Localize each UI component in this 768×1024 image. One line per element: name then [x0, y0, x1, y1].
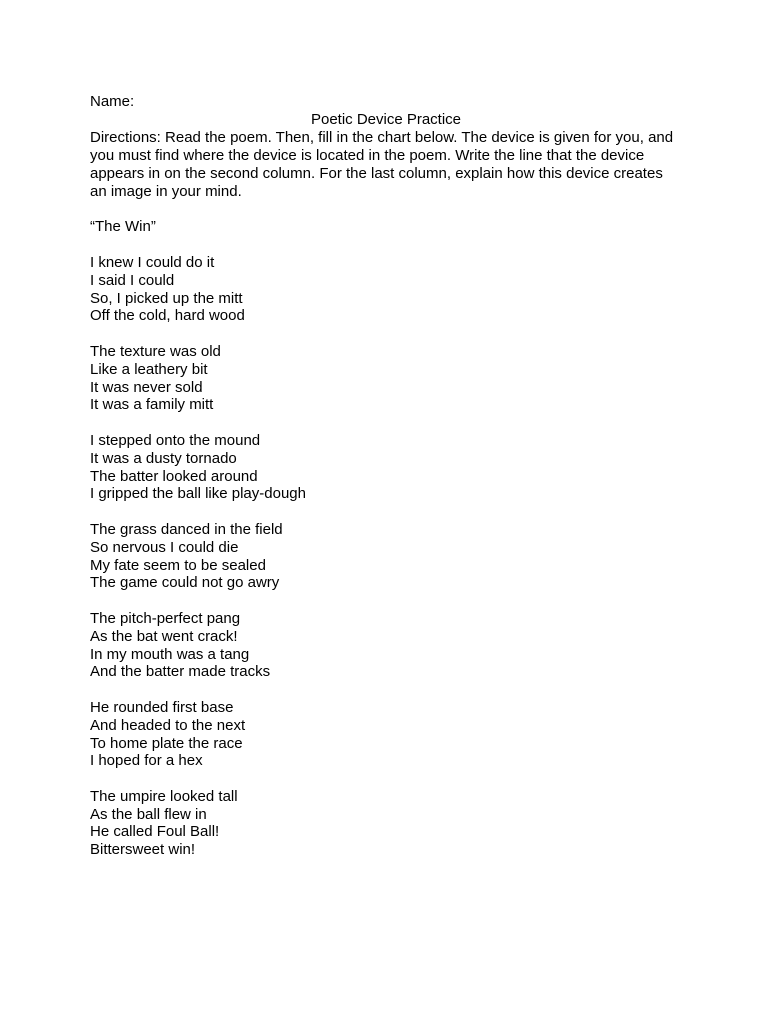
spacer [90, 201, 682, 219]
poem-stanza [90, 254, 682, 325]
worksheet-page [90, 93, 682, 859]
stanza-gap [90, 236, 682, 254]
poem-line: Like a leathery bit [90, 360, 208, 378]
poem-line: The umpire looked tall [90, 787, 238, 805]
poem-line: And headed to the next [90, 716, 246, 734]
poem-line: My fate seem to be sealed [90, 556, 266, 574]
poem-title: “The Win” [90, 218, 156, 236]
poem-line: Off the cold, hard wood [90, 307, 245, 325]
poem-line: It was never sold [90, 378, 203, 396]
stanza-gap [90, 325, 682, 343]
poem-line: The game could not go awry [90, 574, 280, 592]
poem-line: To home plate the race [90, 734, 243, 752]
poem-stanza [90, 699, 682, 770]
poem-line: As the ball flew in [90, 805, 207, 823]
stanza-gap [90, 414, 682, 432]
poem-line: It was a dusty tornado [90, 449, 237, 467]
name-label: Name: [90, 93, 135, 110]
poem-stanza [90, 521, 682, 592]
poem-line: The batter looked around [90, 467, 258, 485]
poem-line: I stepped onto the mound [90, 431, 261, 449]
poem-line: Bittersweet win! [90, 841, 196, 859]
poem-line: I gripped the ball like play-dough [90, 485, 306, 503]
poem-line: And the batter made tracks [90, 663, 271, 681]
stanza-gap [90, 592, 682, 610]
poem-stanza [90, 788, 682, 859]
poem-stanza [90, 610, 682, 681]
poem-line: The pitch-perfect pang [90, 609, 241, 627]
poem-line: So nervous I could die [90, 538, 239, 556]
poem-line: He rounded first base [90, 698, 234, 716]
poem-line: I hoped for a hex [90, 752, 203, 770]
poem-line: It was a family mitt [90, 396, 214, 414]
poem-line: So, I picked up the mitt [90, 289, 243, 307]
stanza-gap [90, 681, 682, 699]
directions-text: Directions: Read the poem. Then, fill in the chart below. The device is given for you, and you must find where the device is located in the poem. Write the line that the device appears in on the second column. For the last column, explain how this device creates an image in your mind. [90, 128, 674, 200]
poem-body [90, 236, 682, 859]
stanza-gap [90, 770, 682, 788]
poem-line: As the bat went crack! [90, 627, 238, 645]
poem-line: In my mouth was a tang [90, 645, 250, 663]
poem-line: He called Foul Ball! [90, 823, 220, 841]
poem-line: The texture was old [90, 342, 221, 360]
poem-line: I said I could [90, 271, 175, 289]
stanza-gap [90, 503, 682, 521]
poem-stanza [90, 343, 682, 414]
worksheet-title: Poetic Device Practice [310, 110, 462, 128]
poem-stanza [90, 432, 682, 503]
poem-line: The grass danced in the field [90, 520, 283, 538]
poem-line: I knew I could do it [90, 253, 215, 271]
